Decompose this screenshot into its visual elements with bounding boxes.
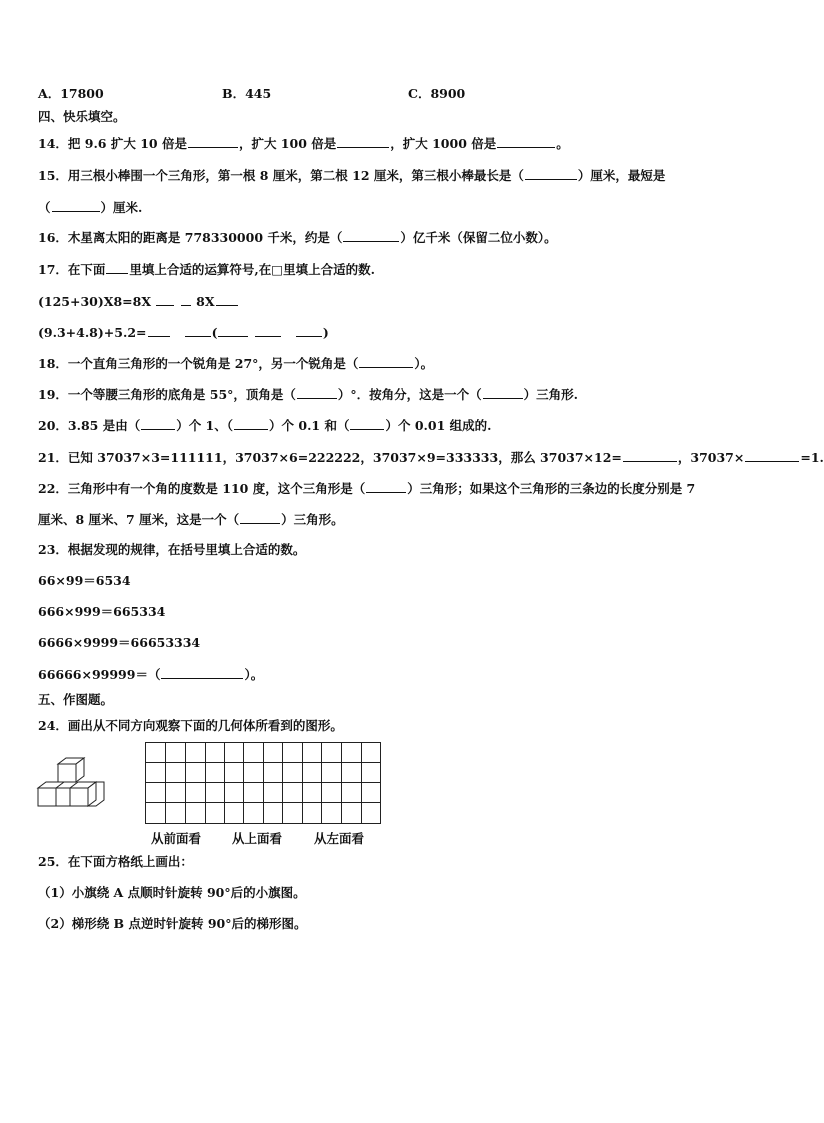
question-19: 19．一个等腰三角形的底角是 55°，顶角是（ ）°．按角分，这是一个（ ）三角形. [38, 387, 579, 402]
question-16: 16．木星离太阳的距离是 778330000 千米，约是（ ）亿千米（保留二位小数）。 [38, 230, 557, 245]
question-17-expr-1: (125+30)X8=8X 8X [38, 293, 239, 310]
question-22-line1: 22．三角形中有一个角的度数是 110 度，这个三角形是（ ）三角形；如果这个三角形的三条边的长度分别是 7 [38, 481, 696, 496]
question-17: 17．在下面 里填上合适的运算符号,在□里填上合适的数. [38, 262, 375, 277]
question-18: 18．一个直角三角形的一个锐角是 27°，另一个锐角是（ ）。 [38, 356, 434, 371]
question-23-eq-3: 6666×9999＝66653334 [38, 635, 201, 650]
option-a: A．17800 [38, 86, 104, 101]
caption-top-view: 从上面看 [232, 831, 283, 846]
question-15-line2: （ ）厘米. [38, 200, 143, 215]
option-c: C．8900 [408, 86, 466, 101]
question-15-line1: 15．用三根小棒围一个三角形，第一根 8 厘米，第二根 12 厘米，第三根小棒最长是（ ）厘米，最短是 [38, 168, 666, 183]
question-25-sub-1: （1）小旗绕 A 点顺时针旋转 90°后的小旗图。 [38, 885, 306, 900]
question-14: 14．把 9.6 扩大 10 倍是 ，扩大 100 倍是 ，扩大 1000 倍是 。 [38, 136, 569, 151]
option-b: B．445 [222, 86, 272, 101]
section-4-title: 四、快乐填空。 [38, 109, 126, 124]
cube-solid-figure [36, 758, 108, 810]
section-5-title: 五、作图题。 [38, 692, 114, 707]
question-23-title: 23．根据发现的规律，在括号里填上合适的数。 [38, 542, 306, 557]
question-25-sub-2: （2）梯形绕 B 点逆时针旋转 90°后的梯形图。 [38, 916, 307, 931]
question-20: 20．3.85 是由（ ）个 1、（ ）个 0.1 和（ ）个 0.01 组成的. [38, 418, 492, 433]
question-23-eq-2: 666×999＝665334 [38, 604, 166, 619]
question-22-line2: 厘米、8 厘米、7 厘米，这是一个（ ）三角形。 [38, 512, 344, 527]
drawing-grid[interactable] [145, 742, 381, 824]
question-24-title: 24．画出从不同方向观察下面的几何体所看到的图形。 [38, 718, 343, 733]
question-21: 21．已知 37037×3=111111，37037×6=222222，37037×9=333333，那么 37037×12= ，37037× =1. [38, 450, 824, 465]
caption-front-view: 从前面看 [151, 831, 202, 846]
caption-left-view: 从左面看 [314, 831, 365, 846]
question-17-expr-2: (9.3+4.8)+5.2= ( ) [38, 325, 329, 340]
question-23-eq-1: 66×99＝6534 [38, 573, 131, 588]
question-23-eq-4: 66666×99999＝（ ）。 [38, 667, 264, 682]
question-25-title: 25．在下面方格纸上画出： [38, 854, 193, 869]
